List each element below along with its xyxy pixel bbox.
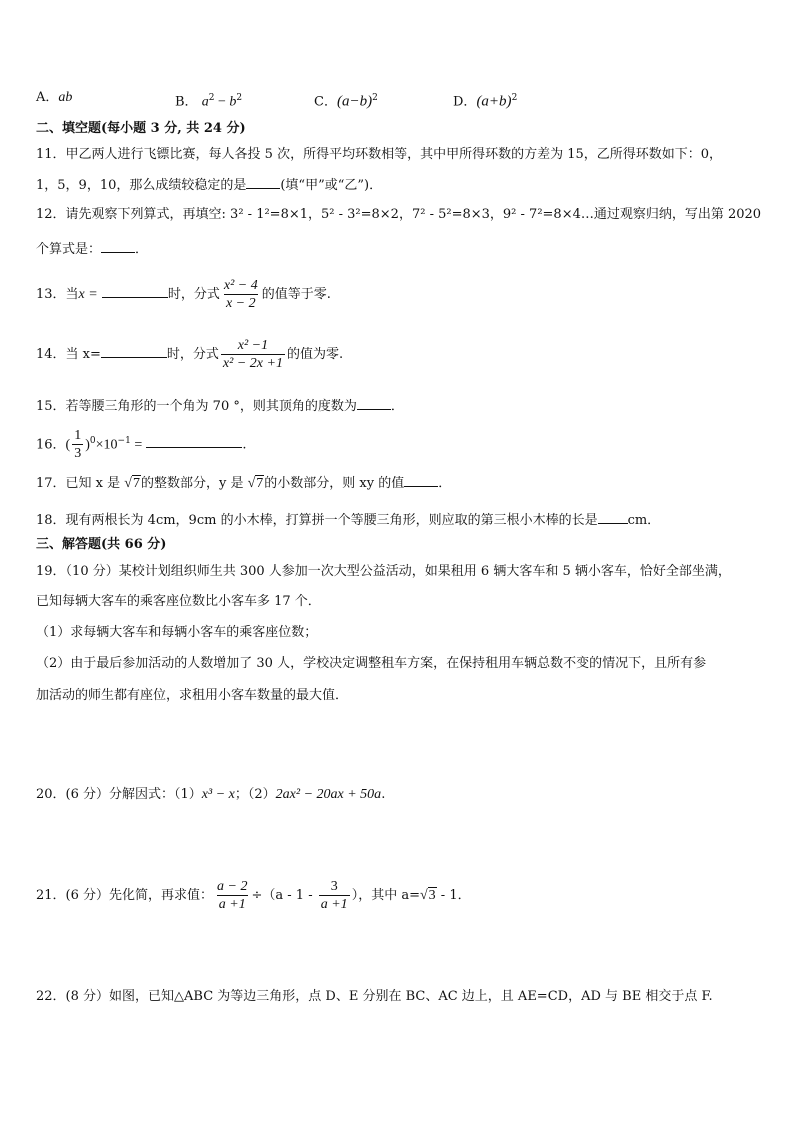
q13-suffix: 的值等于零. [261,287,331,302]
option-b-exp-b: 2 [236,93,243,103]
q18 [36,509,660,531]
q14-mid: 时，分式 [166,347,219,362]
q21 [36,877,471,915]
q14 [36,336,343,374]
q13-mid: 时，分式 [167,287,220,302]
q11-answer-blank[interactable] [246,174,280,189]
q21-denominator-2: a +1 [320,897,348,912]
option-c-label: C． [314,94,337,110]
q22: 22．(8 分）如图，已知△ABC 为等边三角形，点 D、E 分别在 BC、AC 边上，且 AE=CD，AD 与 BE 相交于点 F. [36,989,713,1004]
q15-answer-blank[interactable] [357,395,391,410]
q20-expr-1: x³ − x [201,787,235,802]
q18-a: 18．现有两根长为 4cm，9cm 的小木棒，打算拼一个等腰三角形，则应取的第三根小木棒的长是 [36,513,598,528]
q17-a: 17．已知 x 是 [36,476,121,491]
q11-hint: (填“甲”或“乙”)． [280,178,383,193]
q13-denominator: x − 2 [225,296,256,311]
q16-answer-blank[interactable] [146,433,242,448]
q14-answer-blank[interactable] [101,343,167,358]
q17-radicand-2: 7 [256,476,264,491]
q16: 16．( $\frac{1}{3}$ )$^0\times 10^{-1}$ = . [36,428,247,462]
q16-dot: . [242,437,247,453]
q13-var: x = [78,287,98,302]
q16-prefix: 16． [36,437,66,453]
q11-line1: 11．甲乙两人进行飞镖比赛，每人各投 5 次，所得平均环数相等，其中甲所得环数的方差为 15，乙所得环数如下：0， [36,147,723,162]
q16-exp-neg1: −1 [117,436,131,446]
option-b-exp-a: 2 [208,93,215,103]
option-b-var-b: b [229,94,237,110]
option-d [453,88,517,112]
q19-line2: 已知每辆大客车的乘客座位数比小客车多 17 个． [36,594,321,609]
q14-denominator: x² − 2x +1 [222,356,283,371]
option-c-expr: (a−b) [336,93,373,110]
q13-fraction [222,278,260,311]
q20 [36,785,385,805]
q19-part1: （1）求每辆大客车和每辆小客车的乘客座位数； [36,625,318,640]
option-d-expr: (a+b) [476,93,512,110]
q20-dot: . [381,787,386,802]
q21-where: ），其中 a= [351,888,420,903]
q13-numerator: x² − 4 [223,278,258,293]
q12-answer-blank[interactable] [101,238,135,253]
q19-part2-line1: （2）由于最后参加活动的人数增加了 30 人，学校决定调整租车方案，在保持租用车辆总数不变的情况下，且所有参 [36,656,707,671]
q11-text: 1，5，9，10，那么成绩较稳定的是 [36,178,247,193]
q17-d: ． [438,476,452,491]
q13-prefix: 13．当 [36,287,79,302]
q12-line1: 12．请先观察下列算式，再填空: 3² - 1²=8×1，5² - 3²=8×2，7² - 5²=8×3，9² - 7²=8×4…通过观察归纳，写出第 2020 [36,207,762,222]
q16-fraction [72,428,83,461]
option-b-var-a: a [201,94,209,110]
q21-fraction-2 [319,879,350,912]
q16-denominator: 3 [74,446,82,462]
q13-answer-blank[interactable] [102,283,168,298]
q15-end: ． [390,399,404,414]
q21-radicand: 3 [428,888,436,903]
q15-text: 15．若等腰三角形的一个角为 70 °，则其顶角的度数为 [36,399,357,414]
section-solutions-title: 三、解答题(共 66 分) [36,537,167,552]
q21-fraction-1 [215,879,249,912]
option-a-expr: ab [58,90,73,105]
q16-equals: = [130,437,143,453]
q14-suffix: 的值为零. [286,347,344,362]
q21-sqrt: √3 [419,888,436,903]
q16-expr: ×10 [95,437,118,453]
q17 [36,472,451,494]
q11-line2 [36,174,382,196]
option-b: B． $a^2 - b^2$ [175,93,243,110]
option-a [36,88,72,108]
q17-c: 的小数部分，则 xy 的值 [264,476,405,491]
q19-part2-line2: 加活动的师生都有座位，求租用小客车数量的最大值． [36,688,349,703]
q21-numerator-1: a − 2 [217,879,248,894]
q18-b: cm． [627,513,661,528]
q17-sqrt-1: √7 [124,476,140,491]
section-fill-in-title: 二、填空题(每小题 3 分, 共 24 分) [36,121,246,136]
q16-numerator: 1 [74,428,82,444]
q18-answer-blank[interactable] [598,509,628,524]
q20-prefix: 20．(6 分）分解因式：（1） [36,787,202,802]
q12-end: ． [135,242,149,257]
q15 [36,395,404,417]
q14-fraction [221,338,285,371]
option-d-exp: 2 [511,93,518,103]
q17-sqrt-2: √7 [247,476,264,491]
q21-end: - 1． [436,888,471,903]
q21-divide: ÷（a - 1 - [251,888,313,903]
q20-expr-2: 2ax² − 20ax + 50a [275,787,382,802]
q14-numerator: x² −1 [237,338,269,353]
q21-denominator-1: a +1 [218,897,246,912]
option-c [314,88,378,112]
option-b-label: B． [175,94,198,110]
q12-line2 [36,238,148,260]
q17-b: 的整数部分，y 是 [140,476,244,491]
option-a-label: A． [36,90,59,105]
q17-answer-blank[interactable] [404,472,438,487]
q14-prefix: 14．当 x= [36,347,101,362]
q21-numerator-2: 3 [330,879,338,894]
option-c-exp: 2 [372,93,378,103]
q19-line1: 19．（10 分）某校计划组织师生共 300 人参加一次大型公益活动，如果租用 6 辆大客车和 5 辆小客车，恰好全部坐满， [36,564,731,579]
option-d-label: D． [453,94,477,110]
q17-radicand-1: 7 [132,476,140,491]
q21-prefix: 21．(6 分）先化简，再求值： [36,888,214,903]
q13 [36,276,331,314]
q16-exp0: 0 [89,436,96,446]
q12-text: 个算式是： [36,242,102,257]
q20-sep: ；（2） [234,787,276,802]
